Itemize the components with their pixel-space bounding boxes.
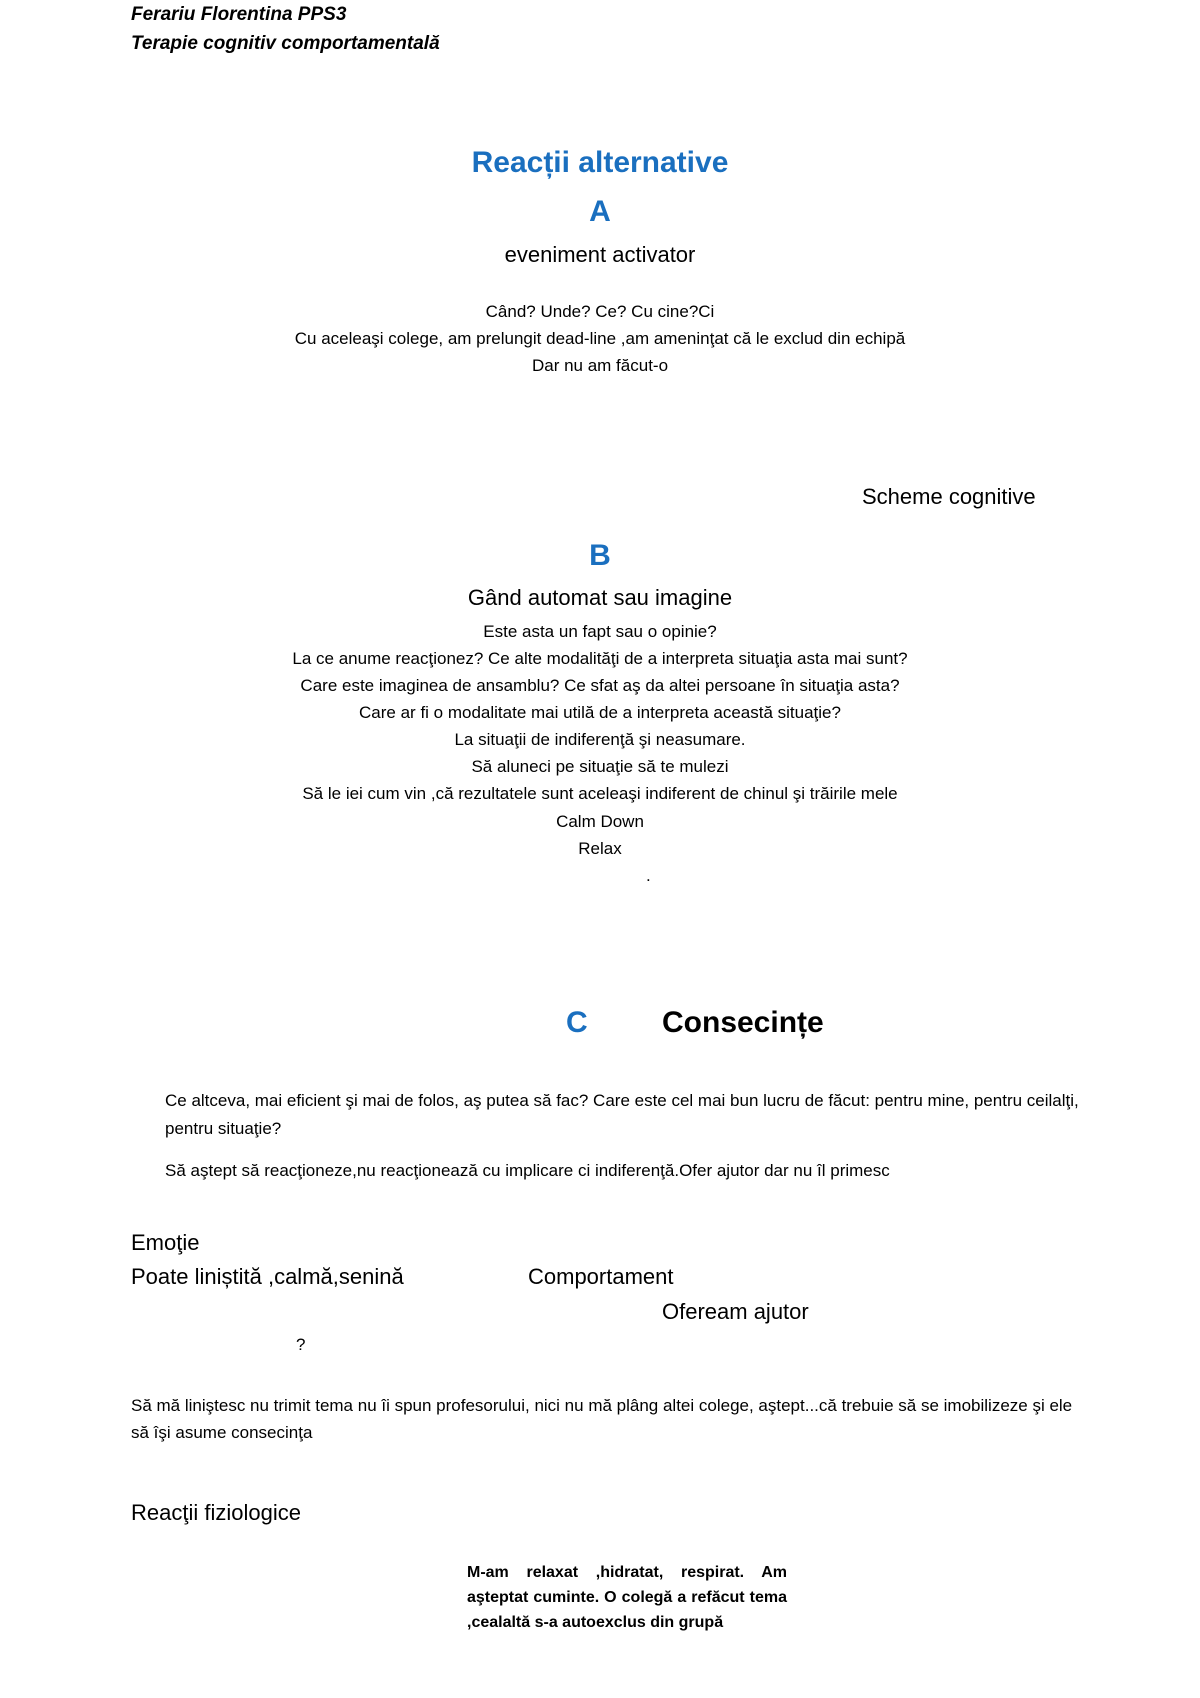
section-a-letter: A [589,195,611,228]
section-b-line: Care ar fi o modalitate mai utilă de a interpreta această situaţie? [359,703,841,722]
section-a-line: Cu aceleaşi colege, am prelungit dead-line ,am ameninţat că le exclud din echipă [294,329,906,348]
page-title: Reacții alternative [471,146,729,179]
header-author: Ferariu Florentina PPS3 [131,4,347,25]
section-b-line: Calm Down [556,812,644,831]
section-b-line: Care este imaginea de ansamblu? Ce sfat aş da altei persoane în situaţia asta? [300,676,900,695]
section-b-line: Este asta un fapt sau o opinie? [483,622,717,641]
physio-label: Reacţii fiziologice [131,1500,301,1525]
section-a-line: Dar nu am făcut-o [531,356,669,375]
section-b-line: La ce anume reacţionez? Ce alte modalităţi de a interpreta situaţia asta mai sunt? [292,649,908,668]
emotion-value: Poate liniștită ,calmă,senină [131,1264,404,1289]
section-c-paragraph: Să aştept să reacţioneze,nu reacţionează cu implicare ci indiferenţă.Ofer ajutor dar nu îl primesc [165,1161,890,1180]
section-b-line: Să le iei cum vin ,că rezultatele sunt aceleaşi indiferent de chinul şi trăirile mele [302,784,898,803]
section-a-line: Când? Unde? Ce? Cu cine?Ci [485,302,715,321]
section-c-paragraph: Ce altceva, mai eficient şi mai de folos, aş putea să fac? Care este cel mai bun lucru de făcut: pentru mine, pentru ceilalţi, pentru situaţie? [165,1091,1079,1138]
section-b-letter: B [589,539,611,572]
section-b-line: Relax [578,839,622,858]
section-b-dot: . [646,866,651,885]
section-c-title: Consecințe [662,1006,824,1039]
section-b-line: Să aluneci pe situaţie să te mulezi [471,757,729,776]
section-b-subtitle: Gând automat sau imagine [467,585,733,610]
schemes-label: Scheme cognitive [862,484,1036,509]
header-course: Terapie cognitiv comportamentală [131,33,440,54]
calm-paragraph: Să mă liniştesc nu trimit tema nu îi spun profesorului, nici nu mă plâng altei colege, aştept...că trebuie să se imobilizeze şi ele să îşi asume consecinţa [131,1396,1073,1442]
emotion-label: Emoţie [131,1230,200,1255]
physio-text: M-am relaxat ,hidratat, respirat. Am aşteptat cuminte. O colegă a refăcut tema ,cealaltă s-a autoexclus din grupă [467,1564,787,1631]
behavior-label: Comportament [528,1264,674,1289]
emotion-question: ? [296,1335,306,1354]
section-a-subtitle: eveniment activator [504,242,696,267]
section-b-line: La situaţii de indiferenţă şi neasumare. [454,730,746,749]
behavior-value: Ofeream ajutor [662,1299,809,1324]
section-c-letter: C [566,1006,588,1039]
